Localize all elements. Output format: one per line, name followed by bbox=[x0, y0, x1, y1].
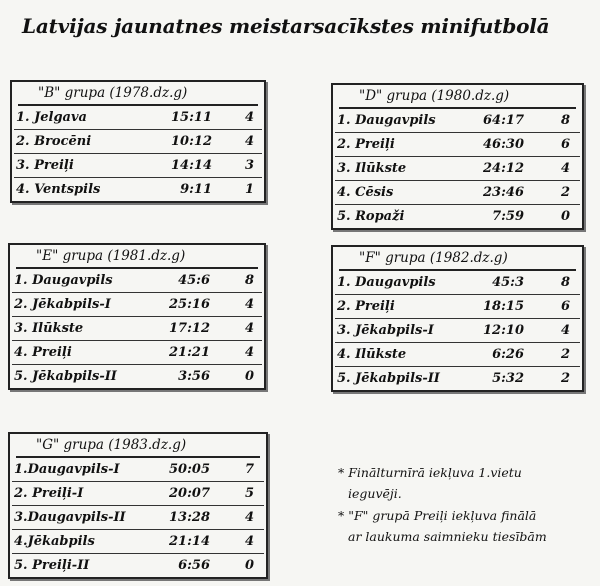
table-row bbox=[12, 530, 264, 554]
points: 4 bbox=[244, 510, 254, 525]
points: 4 bbox=[244, 110, 254, 125]
points: 7 bbox=[244, 462, 254, 477]
points: 4 bbox=[244, 321, 254, 336]
table-row bbox=[335, 319, 580, 343]
score: 25:16 bbox=[169, 297, 210, 312]
footnote-line: * "F" grupā Preiļi iekļuva finālā bbox=[338, 508, 537, 523]
points: 8 bbox=[560, 275, 570, 290]
team-name: 3. Ilūkste bbox=[337, 161, 407, 176]
group-e-table bbox=[8, 243, 266, 390]
table-row bbox=[12, 458, 264, 482]
team-name: 1.Daugavpils-I bbox=[14, 462, 120, 477]
table-row bbox=[14, 106, 262, 130]
points: 4 bbox=[560, 161, 570, 176]
team-name: 5. Jēkabpils-II bbox=[14, 369, 117, 384]
team-name: 4. Preiļi bbox=[14, 345, 72, 360]
group-d-table bbox=[331, 83, 584, 230]
points: 4 bbox=[244, 134, 254, 149]
table-row bbox=[335, 181, 580, 205]
score: 6:56 bbox=[178, 558, 210, 573]
table-row bbox=[14, 154, 262, 178]
score: 45:6 bbox=[178, 273, 210, 288]
team-name: 2. Brocēni bbox=[16, 134, 92, 149]
team-name: 4. Ilūkste bbox=[337, 347, 407, 362]
team-name: 1. Daugavpils bbox=[14, 273, 113, 288]
score: 20:07 bbox=[169, 486, 210, 501]
score: 24:12 bbox=[483, 161, 524, 176]
score: 5:32 bbox=[492, 371, 524, 386]
table-row bbox=[335, 157, 580, 181]
score: 3:56 bbox=[178, 369, 210, 384]
score: 9:11 bbox=[180, 182, 212, 197]
team-name: 4. Cēsis bbox=[337, 185, 394, 200]
points: 6 bbox=[560, 137, 570, 152]
table-row bbox=[14, 178, 262, 201]
table-row bbox=[12, 293, 262, 317]
footnote-line: ar laukuma saimnieku tiesībām bbox=[348, 529, 547, 544]
points: 4 bbox=[244, 297, 254, 312]
score: 21:21 bbox=[169, 345, 210, 360]
score: 23:46 bbox=[483, 185, 524, 200]
team-name: 3. Preiļi bbox=[16, 158, 74, 173]
team-name: 3. Jēkabpils-I bbox=[337, 323, 434, 338]
score: 45:3 bbox=[492, 275, 524, 290]
table-row bbox=[12, 365, 262, 388]
group-header: "G" grupa (1983.dz.g) bbox=[16, 434, 260, 458]
table-row bbox=[335, 367, 580, 390]
points: 4 bbox=[244, 345, 254, 360]
team-name: 2. Preiļi bbox=[337, 137, 395, 152]
team-name: 4. Ventspils bbox=[16, 182, 101, 197]
score: 64:17 bbox=[483, 113, 524, 128]
points: 0 bbox=[244, 558, 254, 573]
footnote-group-f bbox=[338, 505, 588, 547]
group-rows bbox=[335, 109, 580, 228]
footnote-line: ieguvēji. bbox=[348, 486, 402, 501]
score: 12:10 bbox=[483, 323, 524, 338]
group-header: "E" grupa (1981.dz.g) bbox=[16, 245, 258, 269]
team-name: 2. Preiļi-I bbox=[14, 486, 84, 501]
points: 2 bbox=[560, 185, 570, 200]
footnote-line: * Finālturnīrā iekļuva 1.vietu bbox=[338, 465, 522, 480]
table-row bbox=[335, 109, 580, 133]
table-row bbox=[14, 130, 262, 154]
group-g-table bbox=[8, 432, 268, 579]
score: 15:11 bbox=[171, 110, 212, 125]
points: 2 bbox=[560, 347, 570, 362]
team-name: 2. Jēkabpils-I bbox=[14, 297, 111, 312]
points: 0 bbox=[244, 369, 254, 384]
group-header: "F" grupa (1982.dz.g) bbox=[339, 247, 576, 271]
score: 50:05 bbox=[169, 462, 210, 477]
group-f-table bbox=[331, 245, 584, 392]
group-rows bbox=[12, 269, 262, 388]
points: 3 bbox=[244, 158, 254, 173]
team-name: 5. Ropaži bbox=[337, 209, 405, 224]
group-rows bbox=[12, 458, 264, 577]
team-name: 1. Daugavpils bbox=[337, 275, 436, 290]
footnote-final-qualifiers bbox=[338, 462, 588, 504]
points: 8 bbox=[560, 113, 570, 128]
team-name: 5. Preiļi-II bbox=[14, 558, 90, 573]
team-name: 1. Daugavpils bbox=[337, 113, 436, 128]
team-name: 3. Ilūkste bbox=[14, 321, 84, 336]
table-row bbox=[335, 133, 580, 157]
points: 4 bbox=[560, 323, 570, 338]
team-name: 1. Jelgava bbox=[16, 110, 87, 125]
table-row bbox=[12, 554, 264, 577]
group-rows bbox=[14, 106, 262, 201]
points: 4 bbox=[244, 534, 254, 549]
table-row bbox=[12, 482, 264, 506]
score: 7:59 bbox=[492, 209, 524, 224]
page-title: Latvijas jaunatnes meistarsacīkstes minifutbolā bbox=[22, 14, 550, 38]
score: 13:28 bbox=[169, 510, 210, 525]
table-row bbox=[335, 295, 580, 319]
group-rows bbox=[335, 271, 580, 390]
score: 6:26 bbox=[492, 347, 524, 362]
table-row bbox=[12, 269, 262, 293]
table-row bbox=[12, 506, 264, 530]
score: 10:12 bbox=[171, 134, 212, 149]
group-b-table bbox=[10, 80, 266, 203]
points: 0 bbox=[560, 209, 570, 224]
score: 17:12 bbox=[169, 321, 210, 336]
table-row bbox=[335, 343, 580, 367]
table-row bbox=[335, 205, 580, 228]
points: 1 bbox=[244, 182, 254, 197]
score: 21:14 bbox=[169, 534, 210, 549]
score: 46:30 bbox=[483, 137, 524, 152]
points: 6 bbox=[560, 299, 570, 314]
table-row bbox=[12, 317, 262, 341]
points: 8 bbox=[244, 273, 254, 288]
team-name: 5. Jēkabpils-II bbox=[337, 371, 440, 386]
table-row bbox=[335, 271, 580, 295]
group-header: "B" grupa (1978.dz.g) bbox=[18, 82, 258, 106]
team-name: 4.Jēkabpils bbox=[14, 534, 95, 549]
points: 5 bbox=[244, 486, 254, 501]
group-header: "D" grupa (1980.dz.g) bbox=[339, 85, 576, 109]
team-name: 3.Daugavpils-II bbox=[14, 510, 126, 525]
score: 18:15 bbox=[483, 299, 524, 314]
team-name: 2. Preiļi bbox=[337, 299, 395, 314]
table-row bbox=[12, 341, 262, 365]
score: 14:14 bbox=[171, 158, 212, 173]
points: 2 bbox=[560, 371, 570, 386]
